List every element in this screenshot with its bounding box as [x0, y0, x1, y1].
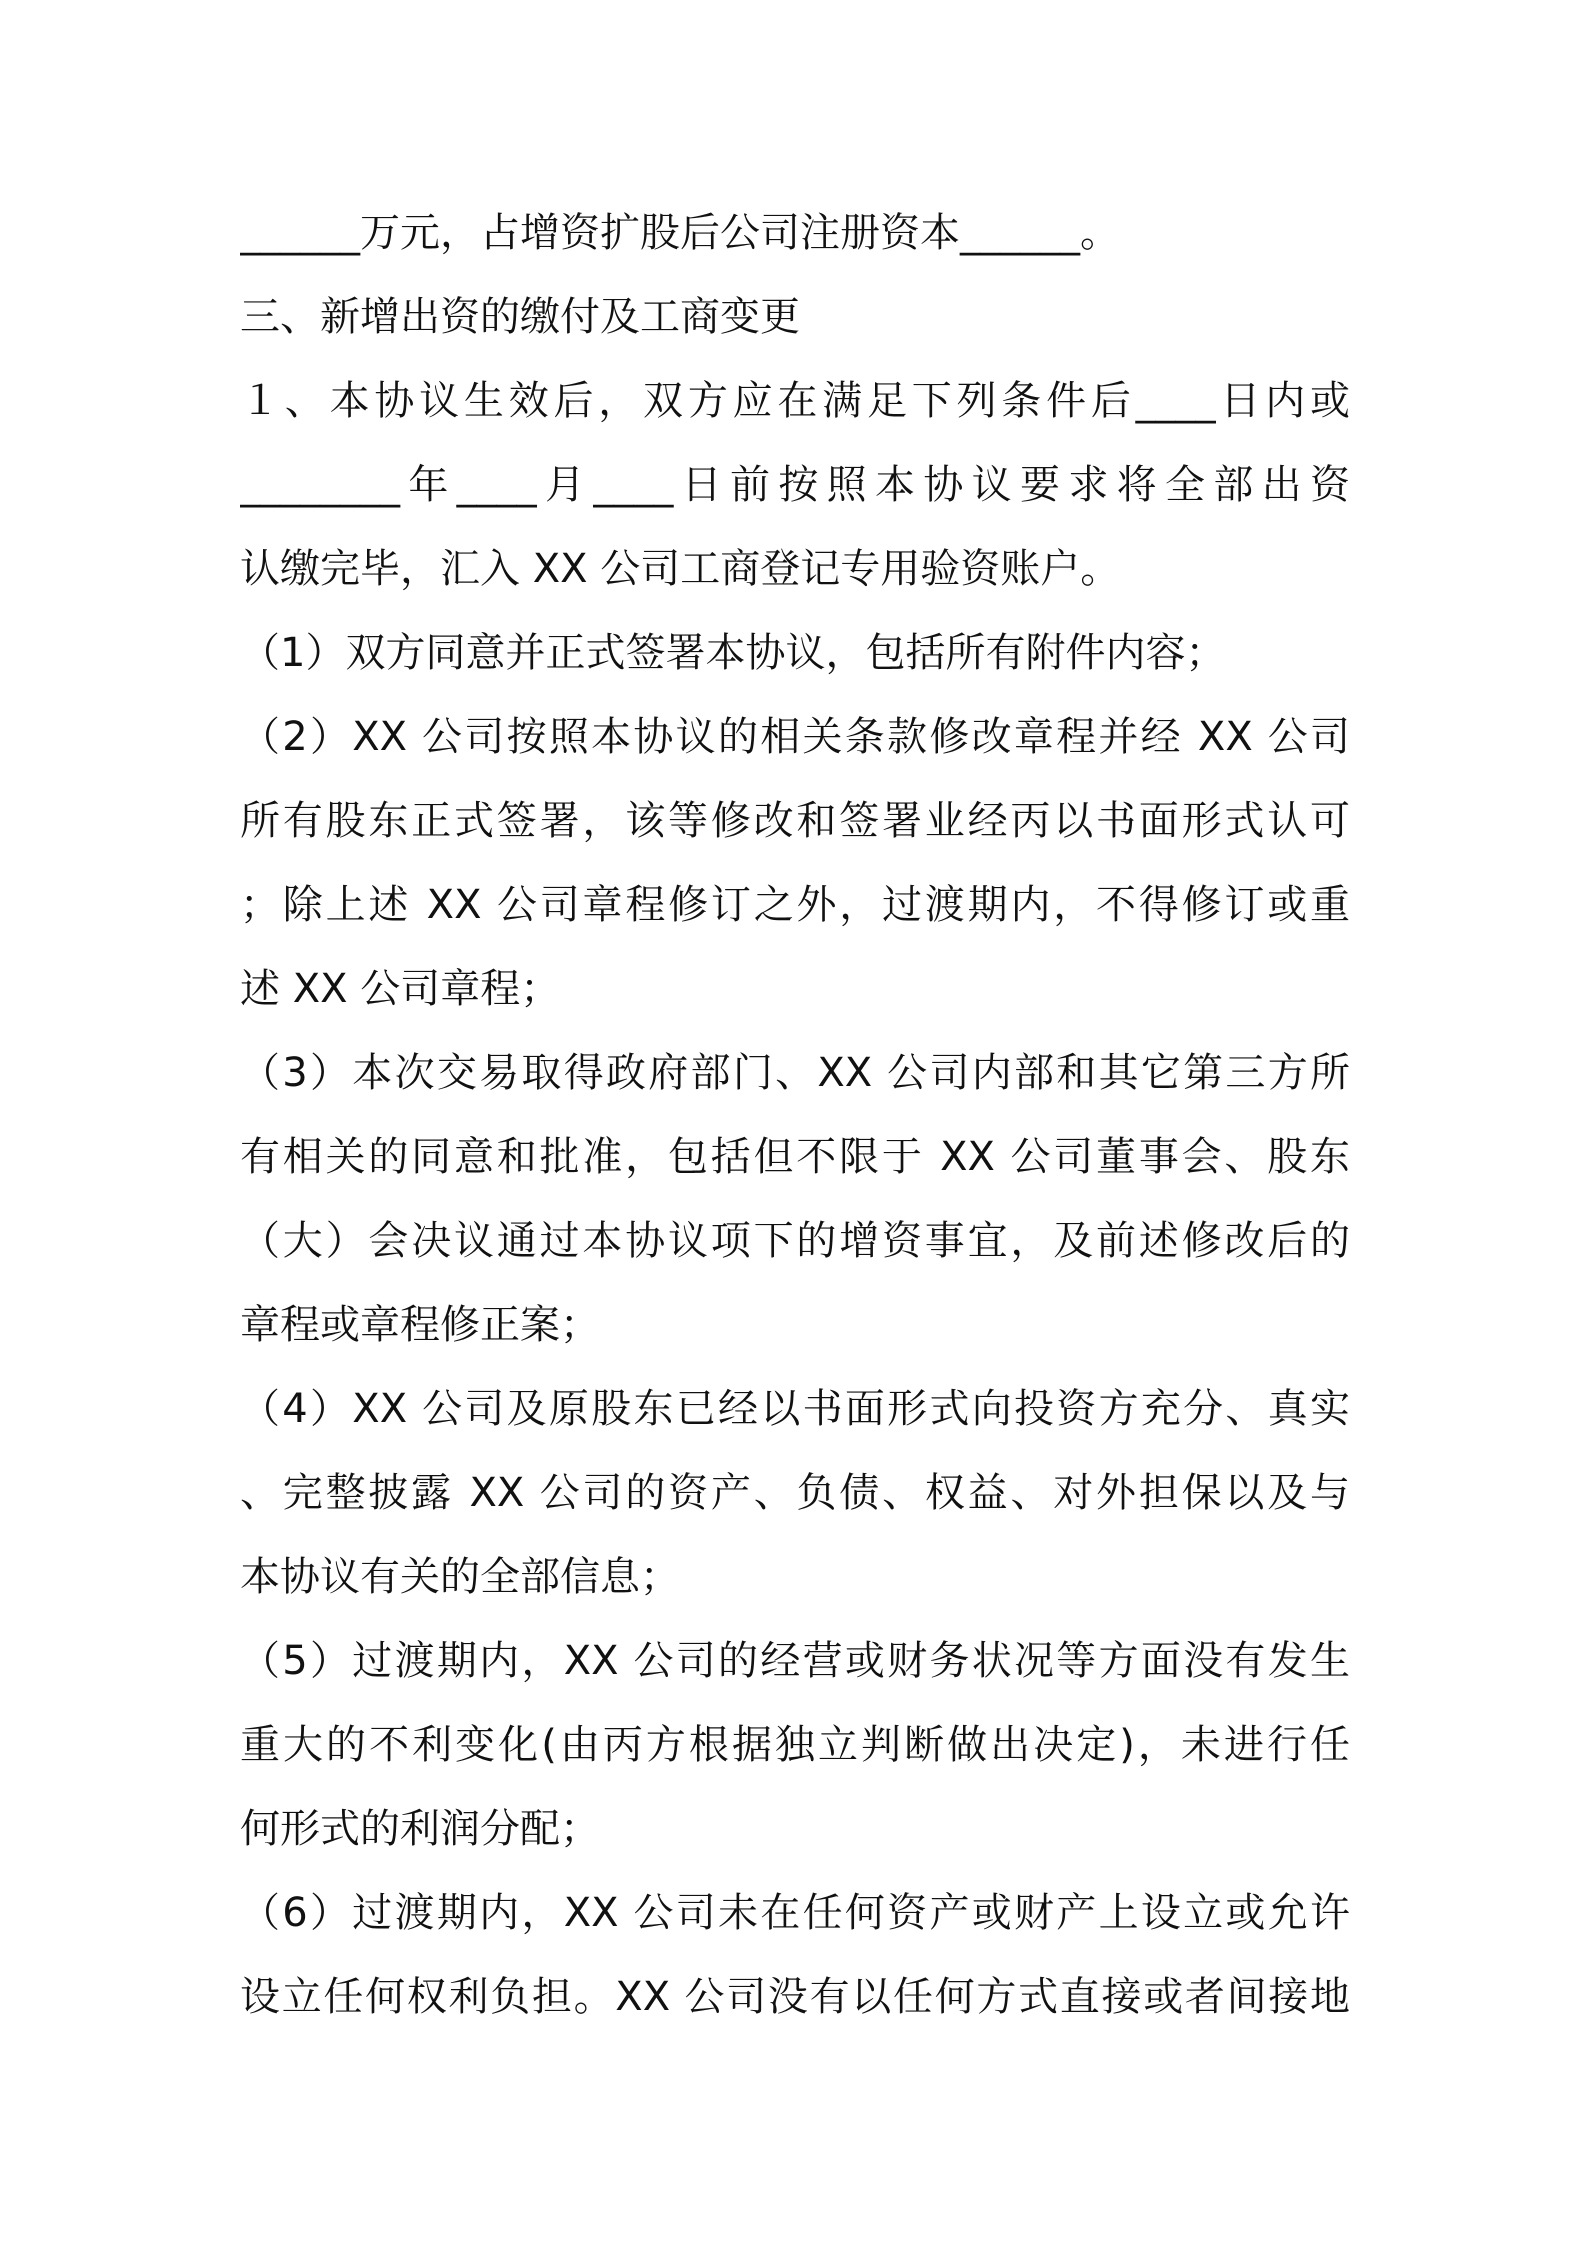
text-line: 所有股东正式签署，该等修改和签署业经丙以书面形式认可	[240, 798, 1350, 844]
text-line: （5）过渡期内，XX 公司的经营或财务状况等方面没有发生	[240, 1638, 1350, 1684]
text-line: 何形式的利润分配；	[240, 1806, 600, 1852]
text-line: 、完整披露 XX 公司的资产、负债、权益、对外担保以及与	[240, 1470, 1350, 1516]
text-line: （6）过渡期内，XX 公司未在任何资产或财产上设立或允许	[240, 1890, 1350, 1936]
section-heading: 三、新增出资的缴付及工商变更	[240, 294, 800, 340]
text-line: （2）XX 公司按照本协议的相关条款修改章程并经 XX 公司	[240, 714, 1350, 760]
text-line: 重大的不利变化(由丙方根据独立判断做出决定)，未进行任	[240, 1722, 1350, 1768]
text-line: ________年____月____日前按照本协议要求将全部出资	[240, 462, 1350, 508]
text-line: ______万元，占增资扩股后公司注册资本______。	[240, 210, 1120, 256]
text-line: １、本协议生效后，双方应在满足下列条件后____日内或	[240, 378, 1350, 424]
document-body	[240, 191, 1350, 2039]
text-line: （3）本次交易取得政府部门、XX 公司内部和其它第三方所	[240, 1050, 1350, 1096]
text-line: 述 XX 公司章程；	[240, 966, 561, 1012]
text-line: （4）XX 公司及原股东已经以书面形式向投资方充分、真实	[240, 1386, 1350, 1432]
text-line: 设立任何权利负担。XX 公司没有以任何方式直接或者间接地	[240, 1974, 1350, 2020]
text-line: （大）会决议通过本协议项下的增资事宜，及前述修改后的	[240, 1218, 1350, 1264]
text-line: 本协议有关的全部信息；	[240, 1554, 680, 1600]
text-line: 章程或章程修正案；	[240, 1302, 600, 1348]
text-line: （1）双方同意并正式签署本协议，包括所有附件内容；	[240, 630, 1226, 676]
text-line: 认缴完毕，汇入 XX 公司工商登记专用验资账户。	[240, 546, 1121, 592]
text-line: 有相关的同意和批准，包括但不限于 XX 公司董事会、股东	[240, 1134, 1350, 1180]
text-line: ；除上述 XX 公司章程修订之外，过渡期内，不得修订或重	[240, 882, 1350, 928]
